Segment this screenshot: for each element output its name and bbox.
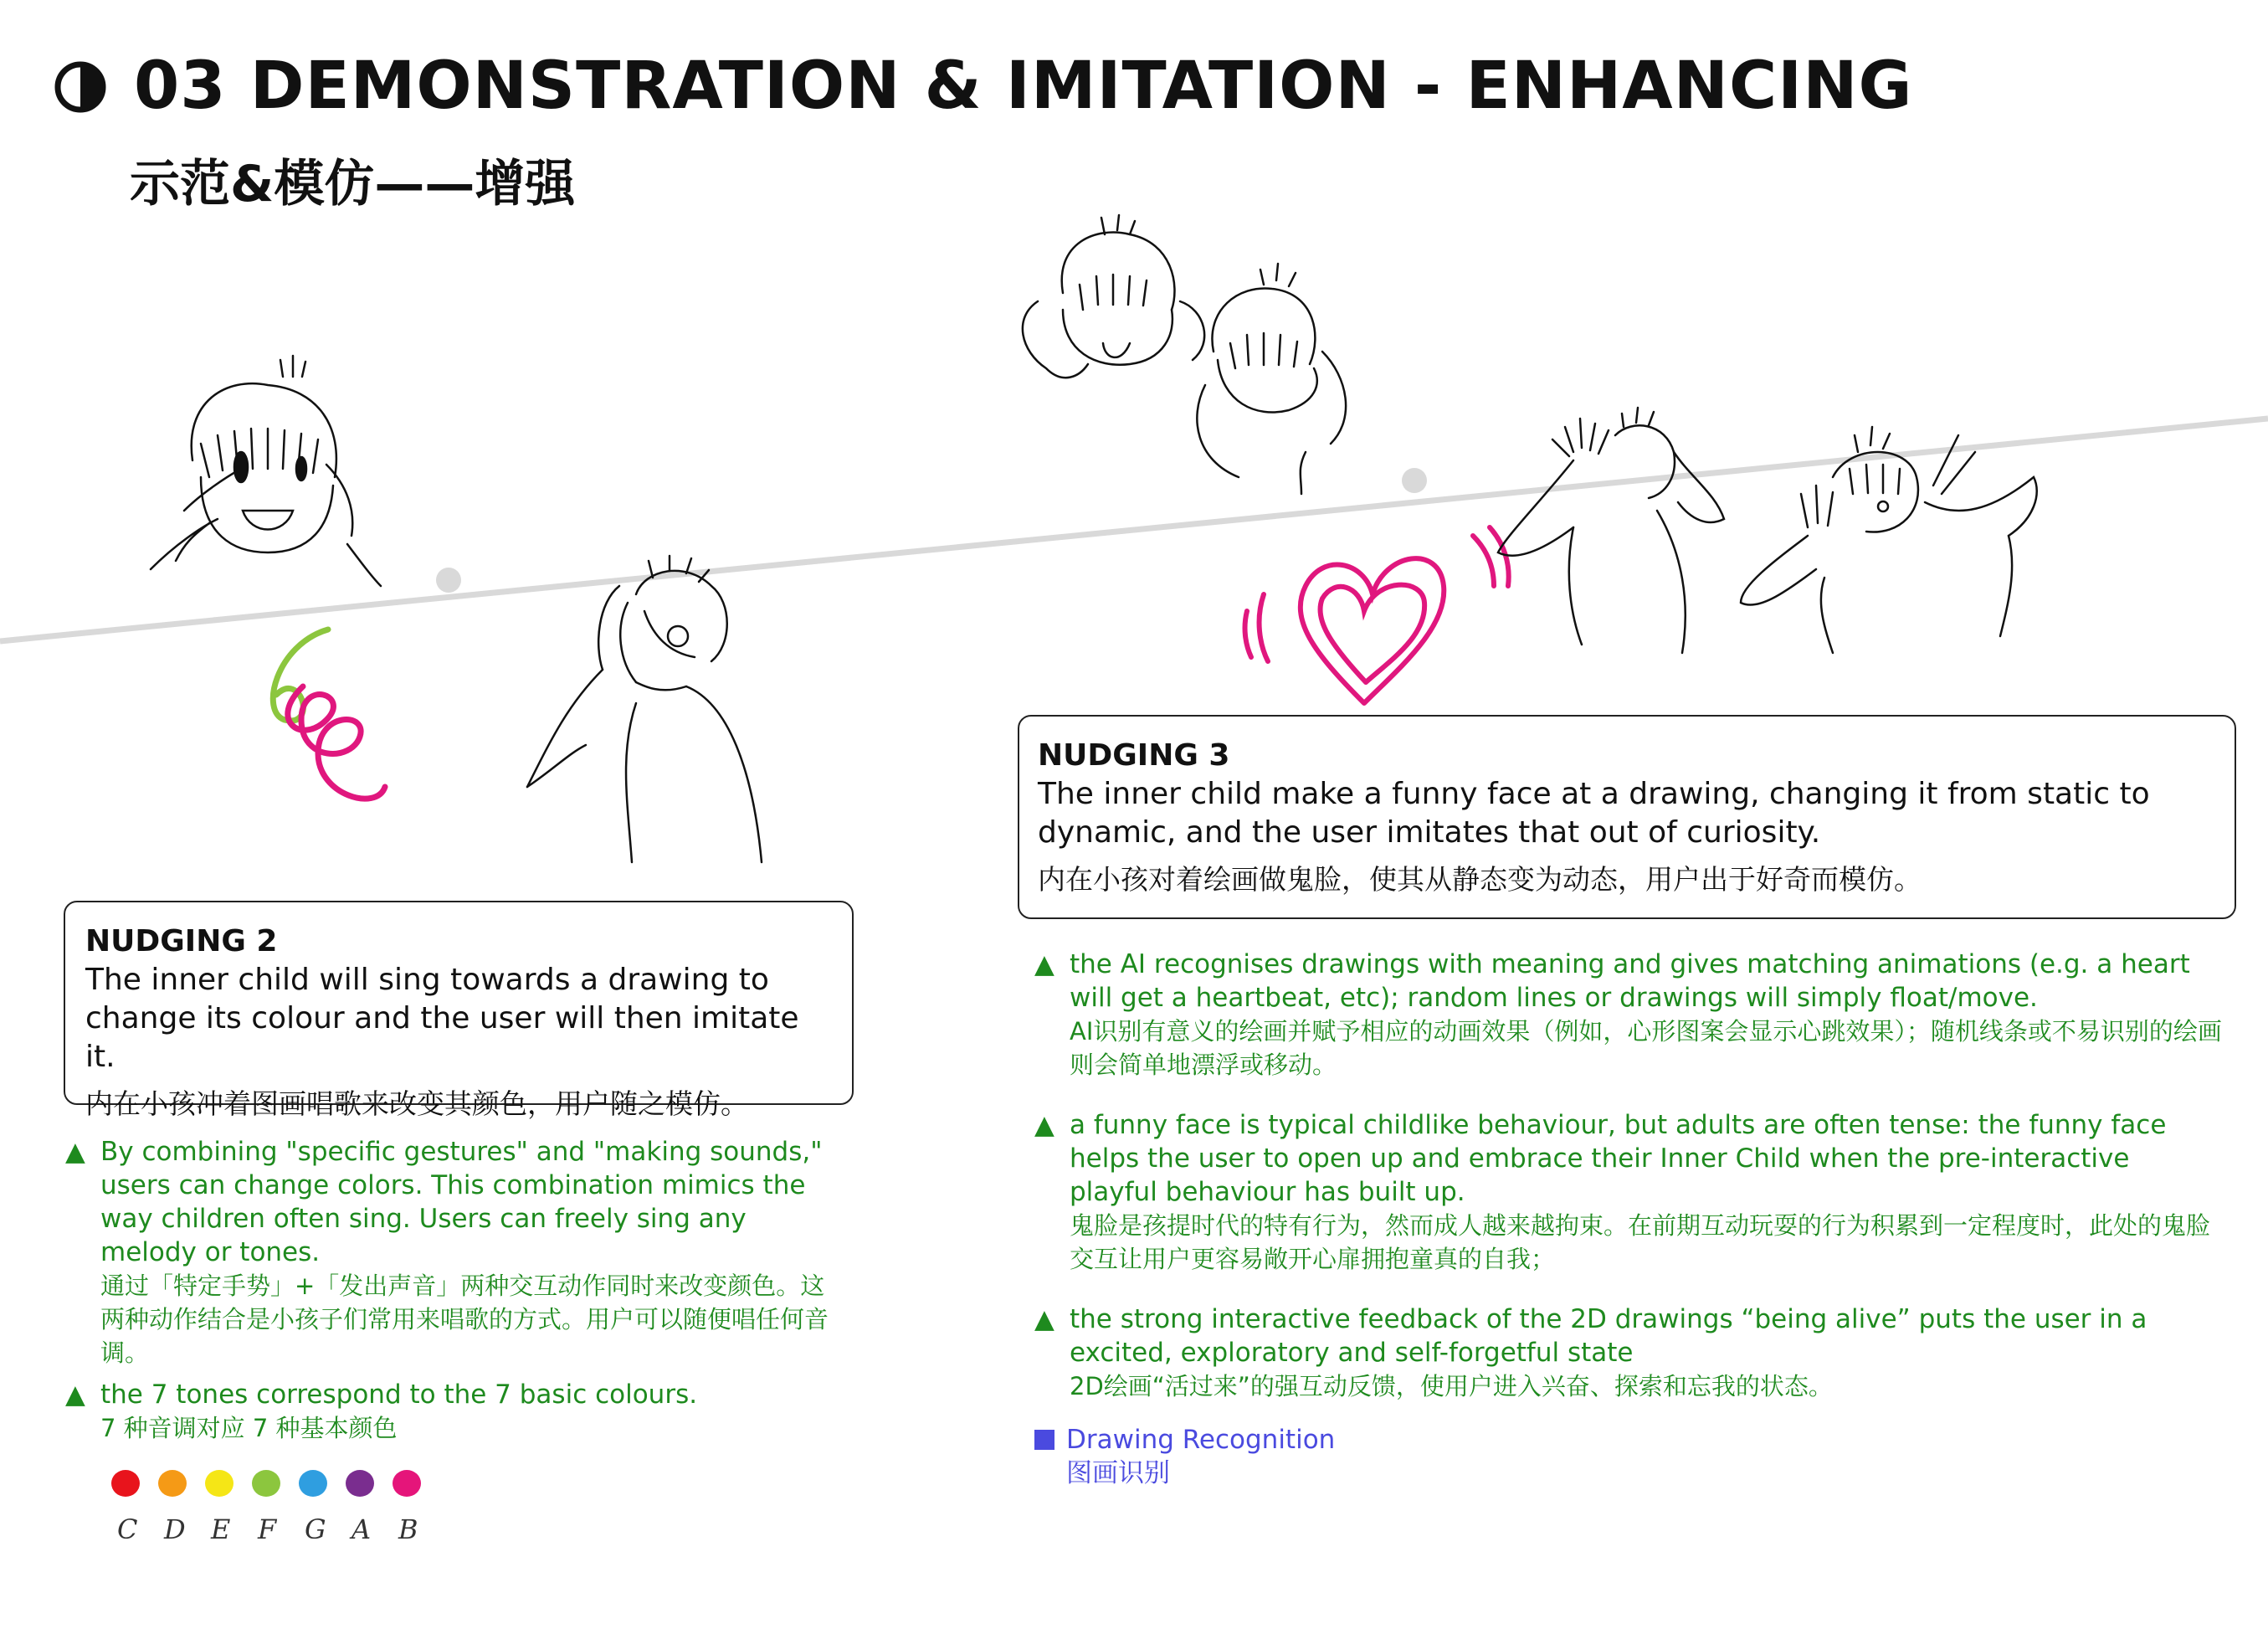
right-bullet-3-en: the strong interactive feedback of the 2D drawings “being alive” puts the user in a excited, exploratory and self-forgetful state: [1070, 1304, 2147, 1368]
nudging3-text-zh: 内在小孩对着绘画做鬼脸，使其从静态变为动态，用户出于好奇而模仿。: [1038, 863, 1922, 896]
drawing-recognition-zh: 图画识别: [1066, 1458, 1170, 1488]
note-dot-C: [111, 1470, 140, 1497]
note-label-D: D: [164, 1513, 186, 1545]
note-label-G: G: [305, 1513, 326, 1545]
right-bullet-2: [1034, 1108, 2223, 1276]
right-bullet-2-zh: 鬼脸是孩提时代的特有行为，然而成人越来越拘束。在前期互动玩耍的行为积累到一定程度时，此处的鬼脸交互让用户更容易敞开心扉拥抱童真的自我；: [1070, 1211, 2211, 1273]
nudging3-text-en: The inner child make a funny face at a drawing, changing it from static to dynamic, and the user imitates that out of curiosity.: [1038, 777, 2150, 850]
funny-faces-illustration: [1013, 218, 1381, 494]
timeline-dot-2: [1402, 468, 1427, 493]
nudging2-text-zh: 内在小孩冲着图画唱歌来改变其颜色，用户随之模仿。: [85, 1087, 748, 1120]
left-bullet-2-en: the 7 tones correspond to the 7 basic colours.: [100, 1380, 698, 1410]
nudging2-card: [64, 901, 854, 1120]
note-label-A: A: [351, 1513, 372, 1545]
note-label-F: F: [258, 1513, 277, 1545]
note-dot-B: [393, 1470, 421, 1497]
timeline-dot-1: [436, 568, 461, 593]
color-notes: [100, 1465, 435, 1507]
right-bullet-1-en: the AI recognises drawings with meaning and gives matching animations (e.g. a heart will get a heartbeat, etc); random lines or drawings will simply float/move.: [1070, 949, 2190, 1013]
gesture-people-illustration: [1490, 385, 2076, 653]
triangle-icon: ▲: [1034, 1110, 1054, 1140]
drawing-recognition-tag: [1034, 1423, 1335, 1490]
left-bullet-2-zh: 7 种音调对应 7 种基本颜色: [100, 1414, 398, 1442]
drawing-recognition-en: Drawing Recognition: [1066, 1425, 1336, 1455]
nudging3-card: [1018, 715, 2236, 919]
page-subtitle: 示范&模仿——增强: [130, 155, 576, 213]
left-bullet-1-zh: 通过「特定手势」+「发出声音」两种交互动作同时来改变颜色。这两种动作结合是小孩子们常用来唱歌的方式。用户可以随便唱任何音调。: [100, 1272, 829, 1367]
left-bullet-2: [65, 1378, 835, 1445]
note-label-B: B: [398, 1513, 418, 1545]
heart-doodle: [1239, 519, 1515, 712]
right-bullet-2-en: a funny face is typical childlike behaviour, but adults are often tense: the funny face helps the user to open up and embrace their Inner Child when the pre-interactive playful behaviour has built up.: [1070, 1110, 2167, 1207]
right-bullet-1-zh: AI识别有意义的绘画并赋予相应的动画效果（例如，心形图案会显示心跳效果）；随机线条或不易识别的绘画则会简单地漂浮或移动。: [1070, 1017, 2222, 1079]
nudging2-text-en: The inner child will sing towards a drawing to change its colour and the user will then imitate it.: [85, 963, 799, 1074]
square-icon: [1034, 1430, 1054, 1450]
right-bullet-3: [1034, 1303, 2223, 1403]
nudging2-heading: NUDGING 2: [85, 924, 278, 958]
note-label-C: C: [117, 1513, 138, 1545]
note-dot-G: [299, 1470, 327, 1497]
note-dot-E: [205, 1470, 233, 1497]
left-bullet-1: [65, 1135, 835, 1369]
triangle-icon: ▲: [65, 1380, 85, 1410]
note-dot-D: [158, 1470, 187, 1497]
triangle-icon: ▲: [1034, 1304, 1054, 1334]
note-dot-F: [252, 1470, 280, 1497]
swirl-doodle: [251, 619, 402, 837]
note-dot-A: [346, 1470, 374, 1497]
child-peekaboo-illustration: [134, 343, 402, 594]
triangle-icon: ▲: [1034, 949, 1054, 979]
left-bullet-1-en: By combining "specific gestures" and "making sounds," users can change colors. This combination mimics the way children often sing. Users can freely sing any melody or tones.: [100, 1137, 823, 1267]
note-label-E: E: [211, 1513, 231, 1545]
right-bullet-3-zh: 2D绘画“活过来”的强互动反馈，使用户进入兴奋、探索和忘我的状态。: [1070, 1372, 1833, 1400]
page-title: 03 DEMONSTRATION & IMITATION - ENHANCING: [134, 49, 1913, 124]
triangle-icon: ▲: [65, 1137, 85, 1167]
right-bullet-1: [1034, 948, 2223, 1082]
singing-boy-illustration: [519, 552, 778, 871]
nudging3-heading: NUDGING 3: [1038, 738, 1230, 773]
